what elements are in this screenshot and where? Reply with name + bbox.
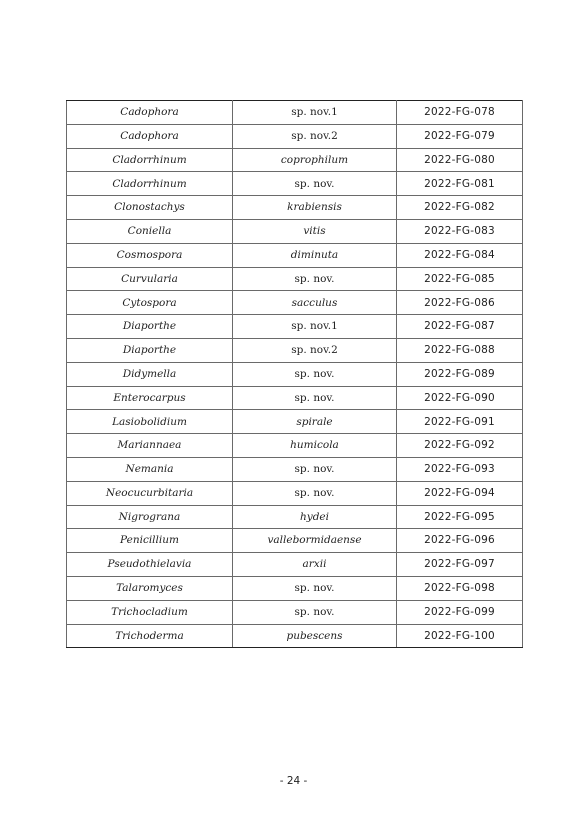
genus-cell: Cosmospora — [67, 243, 233, 267]
epithet-cell: sp. nov.2 — [233, 124, 397, 148]
code-cell: 2022-FG-099 — [397, 600, 523, 624]
table-row — [67, 600, 523, 624]
code-cell: 2022-FG-094 — [397, 481, 523, 505]
table-row — [67, 434, 523, 458]
table-row — [67, 529, 523, 553]
code-cell: 2022-FG-084 — [397, 243, 523, 267]
table-row — [67, 148, 523, 172]
epithet-cell: humicola — [233, 434, 397, 458]
epithet-cell: spirale — [233, 410, 397, 434]
genus-cell: Mariannaea — [67, 434, 233, 458]
genus-cell: Didymella — [67, 362, 233, 386]
epithet-cell: pubescens — [233, 624, 397, 648]
page-number: - 24 - — [279, 775, 308, 787]
code-cell: 2022-FG-090 — [397, 386, 523, 410]
table-row — [67, 172, 523, 196]
genus-cell: Clonostachys — [67, 196, 233, 220]
genus-cell: Trichoderma — [67, 624, 233, 648]
epithet-cell: sp. nov.1 — [233, 101, 397, 125]
table-row — [67, 386, 523, 410]
table-row — [67, 196, 523, 220]
epithet-cell: sp. nov.1 — [233, 315, 397, 339]
code-cell: 2022-FG-082 — [397, 196, 523, 220]
epithet-cell: sp. nov. — [233, 172, 397, 196]
epithet-cell: sacculus — [233, 291, 397, 315]
genus-cell: Penicillium — [67, 529, 233, 553]
table-row — [67, 410, 523, 434]
table-row — [67, 553, 523, 577]
table-row — [67, 624, 523, 648]
code-cell: 2022-FG-098 — [397, 576, 523, 600]
epithet-cell: sp. nov. — [233, 600, 397, 624]
code-cell: 2022-FG-086 — [397, 291, 523, 315]
code-cell: 2022-FG-097 — [397, 553, 523, 577]
epithet-cell: sp. nov.2 — [233, 338, 397, 362]
epithet-cell: vallebormidaense — [233, 529, 397, 553]
epithet-cell: arxii — [233, 553, 397, 577]
genus-cell: Coniella — [67, 219, 233, 243]
table-row — [67, 101, 523, 125]
genus-cell: Pseudothielavia — [67, 553, 233, 577]
code-cell: 2022-FG-089 — [397, 362, 523, 386]
table-row — [67, 481, 523, 505]
code-cell: 2022-FG-087 — [397, 315, 523, 339]
genus-cell: Curvularia — [67, 267, 233, 291]
genus-cell: Nigrograna — [67, 505, 233, 529]
table-row — [67, 219, 523, 243]
genus-cell: Enterocarpus — [67, 386, 233, 410]
epithet-cell: sp. nov. — [233, 457, 397, 481]
species-table-body — [67, 101, 523, 648]
epithet-cell: vitis — [233, 219, 397, 243]
genus-cell: Cadophora — [67, 124, 233, 148]
genus-cell: Cadophora — [67, 101, 233, 125]
table-row — [67, 338, 523, 362]
epithet-cell: hydei — [233, 505, 397, 529]
epithet-cell: sp. nov. — [233, 362, 397, 386]
code-cell: 2022-FG-093 — [397, 457, 523, 481]
genus-cell: Cytospora — [67, 291, 233, 315]
code-cell: 2022-FG-085 — [397, 267, 523, 291]
genus-cell: Lasiobolidium — [67, 410, 233, 434]
code-cell: 2022-FG-100 — [397, 624, 523, 648]
epithet-cell: diminuta — [233, 243, 397, 267]
genus-cell: Cladorrhinum — [67, 148, 233, 172]
code-cell: 2022-FG-079 — [397, 124, 523, 148]
table-row — [67, 124, 523, 148]
genus-cell: Cladorrhinum — [67, 172, 233, 196]
code-cell: 2022-FG-092 — [397, 434, 523, 458]
table-row — [67, 362, 523, 386]
code-cell: 2022-FG-091 — [397, 410, 523, 434]
table-row — [67, 576, 523, 600]
table-row — [67, 291, 523, 315]
table-row — [67, 457, 523, 481]
code-cell: 2022-FG-095 — [397, 505, 523, 529]
epithet-cell: sp. nov. — [233, 386, 397, 410]
genus-cell: Trichocladium — [67, 600, 233, 624]
table-row — [67, 505, 523, 529]
epithet-cell: sp. nov. — [233, 267, 397, 291]
epithet-cell: sp. nov. — [233, 576, 397, 600]
genus-cell: Talaromyces — [67, 576, 233, 600]
species-table — [66, 100, 523, 648]
table-row — [67, 243, 523, 267]
epithet-cell: coprophilum — [233, 148, 397, 172]
code-cell: 2022-FG-088 — [397, 338, 523, 362]
code-cell: 2022-FG-081 — [397, 172, 523, 196]
genus-cell: Nemania — [67, 457, 233, 481]
code-cell: 2022-FG-083 — [397, 219, 523, 243]
genus-cell: Diaporthe — [67, 338, 233, 362]
code-cell: 2022-FG-078 — [397, 101, 523, 125]
epithet-cell: krabiensis — [233, 196, 397, 220]
table-row — [67, 315, 523, 339]
code-cell: 2022-FG-080 — [397, 148, 523, 172]
genus-cell: Diaporthe — [67, 315, 233, 339]
code-cell: 2022-FG-096 — [397, 529, 523, 553]
epithet-cell: sp. nov. — [233, 481, 397, 505]
genus-cell: Neocucurbitaria — [67, 481, 233, 505]
table-row — [67, 267, 523, 291]
